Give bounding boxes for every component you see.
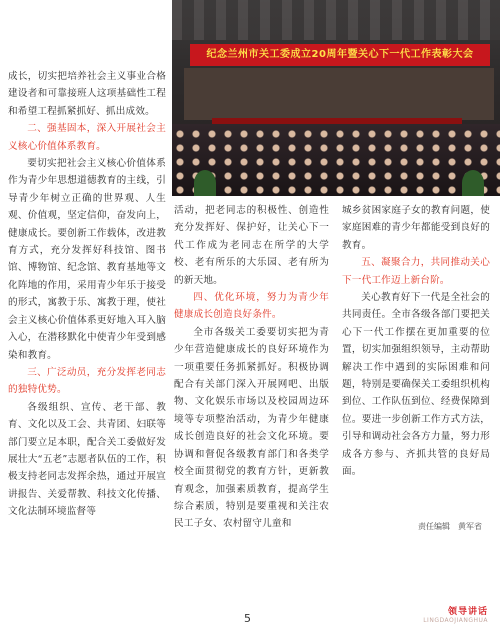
section-brand [423, 604, 488, 624]
paragraph: 成长，切实把培养社会主义事业合格建设者和可靠接班人这项基础性工程和希望工程抓紧抓好、抓出成效。 [8, 71, 166, 117]
plant-decoration [194, 170, 216, 196]
paragraph: 全市各级关工委要切实把为青少年营造健康成长的良好环境作为一项重要任务抓紧抓好。积极协调配合有关部门深入开展网吧、出版物、文化娱乐市场以及校园周边环境等专项整治活动，为青少年健康成长创造良好的社会文化环境。要协调和督促各级教育部门和各类学校全面贯彻党的教育方针，更新教育观念，加强素质教育，提高学生综合素质，特别是要重视和关注农民工子女、农村留守儿童和 [174, 326, 329, 530]
section-heading-3: 三、广泛动员，充分发挥老同志的独特优势。 [8, 366, 166, 396]
section-brand-pinyin: LINGDAOJIANGHUA [423, 617, 488, 624]
audience [172, 124, 500, 196]
conference-banner: 纪念兰州市关工委成立20周年暨关心下一代工作表彰大会 [190, 44, 490, 66]
section-heading-5: 五、凝聚合力，共同推动关心下一代工作迈上新台阶。 [342, 257, 490, 286]
article-column-1 [8, 68, 166, 521]
page-number: 5 [244, 612, 251, 625]
paragraph: 城乡贫困家庭子女的教育问题，使家庭困难的青少年都能受到良好的教育。 [342, 205, 490, 251]
paragraph: 活动，把老同志的积极性、创造性充分发挥好、保护好，让关心下一代工作成为老同志在所学的大学校、老有所乐的大乐园、老有所为的新天地。 [174, 205, 329, 286]
section-brand-title: 领导讲话 [447, 607, 488, 617]
paragraph: 关心教育好下一代是全社会的共同责任。全市各级各部门要把关心下一代工作摆在更加重要的位置，切实加强组织领导，主动帮助解决工作中遇到的实际困难和问题，特别是要确保关工委组织机构到位、工作队伍到位、经费保障到位。要进一步创新工作方式方法，引导和调动社会各方力量，努力形成各方参与、齐抓共管的良好局面。 [342, 292, 490, 478]
section-heading-4: 四、优化环境，努力为青少年健康成长创造良好条件。 [174, 292, 329, 321]
paragraph: 各级组织、宣传、老干部、教育、文化以及工会、共青团、妇联等部门要立足本职，配合关工委做好发展壮大“五老”志愿者队伍的工作，积极支持老同志发挥余热，通过开展宣讲报告、关爱帮教、科技文化传播、文化法制环境监督等 [8, 401, 166, 518]
plant-decoration [462, 170, 484, 196]
stage-backdrop [184, 68, 494, 120]
article-column-3 [342, 202, 490, 481]
paragraph: 要切实把社会主义核心价值体系作为青少年思想道德教育的主线，引导青少年树立正确的世界观、人生观、价值观，坚定信仰，奋发向上，健康成长。要创新工作载体，改进教育方式，充分发挥好科技馆、图书馆、博物馆、纪念馆、教育基地等文化阵地的作用，采用青少年乐于接受的形式，寓教于乐、寓教于理，使社会主义核心价值体系更好地入耳入脑入心，在潜移默化中使青少年受到感染和教育。 [8, 158, 166, 361]
article-column-2 [174, 202, 329, 533]
section-heading-2: 二、强基固本，深入开展社会主义核心价值体系教育。 [8, 123, 166, 152]
conference-photo [172, 0, 500, 196]
editor-credit: 责任编辑 黄军省 [418, 522, 482, 531]
stage-lights [172, 0, 500, 40]
